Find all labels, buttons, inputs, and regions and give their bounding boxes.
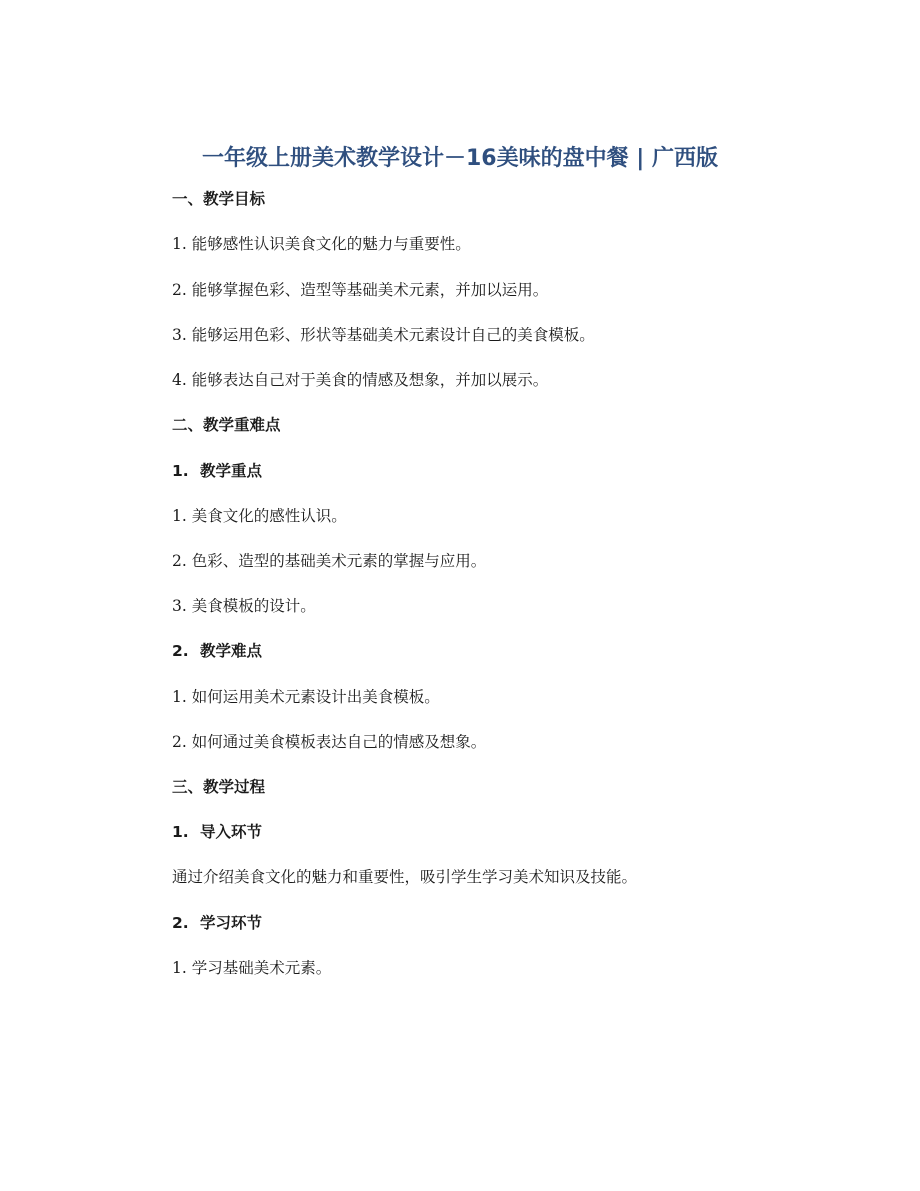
subsection-number: 2. [172,914,189,932]
focus-item: 1. 美食文化的感性认识。 [172,507,347,525]
objective-item: 4. 能够表达自己对于美食的情感及想象，并加以展示。 [172,371,549,389]
subsection-heading-intro [172,821,262,843]
subsection-number: 1. [172,462,189,480]
subsection-number: 2. [172,642,189,660]
section-heading-objectives: 一、教学目标 [172,190,266,208]
subsection-heading-difficulty [172,640,262,662]
focus-item: 3. 美食模板的设计。 [172,597,316,615]
objective-item: 3. 能够运用色彩、形状等基础美术元素设计自己的美食模板。 [172,326,595,344]
subsection-number: 1. [172,823,189,841]
subsection-title: 导入环节 [200,823,263,841]
difficulty-item: 2. 如何通过美食模板表达自己的情感及想象。 [172,733,487,751]
learning-item: 1. 学习基础美术元素。 [172,959,332,977]
objective-item: 2. 能够掌握色彩、造型等基础美术元素，并加以运用。 [172,281,549,299]
section-heading-process: 三、教学过程 [172,778,266,796]
subsection-heading-learning [172,912,262,934]
document-title: 一年级上册美术教学设计－16美味的盘中餐 | 广西版 [202,146,718,171]
subsection-title: 教学重点 [200,462,263,480]
difficulty-item: 1. 如何运用美术元素设计出美食模板。 [172,688,440,706]
objective-item: 1. 能够感性认识美食文化的魅力与重要性。 [172,235,471,253]
subsection-heading-focus [172,460,262,482]
section-heading-key-points: 二、教学重难点 [172,416,281,434]
focus-item: 2. 色彩、造型的基础美术元素的掌握与应用。 [172,552,487,570]
subsection-title: 教学难点 [200,642,263,660]
subsection-title: 学习环节 [200,914,263,932]
intro-paragraph: 通过介绍美食文化的魅力和重要性，吸引学生学习美术知识及技能。 [172,868,638,886]
